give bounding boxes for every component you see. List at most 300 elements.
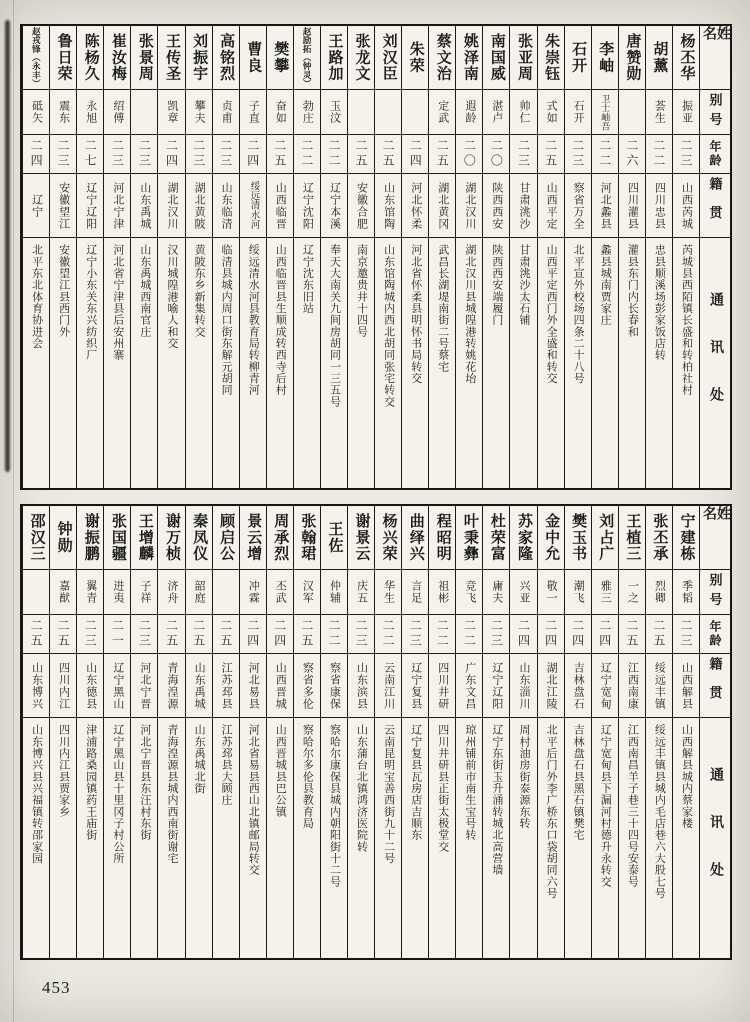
person-age: 二四 (240, 135, 266, 174)
header-age: 年龄 (700, 615, 730, 654)
person-byname: 济舟 (158, 570, 184, 615)
person-address: 周村油房街泰源东转 (518, 724, 530, 829)
person-column (645, 506, 672, 958)
page-fold-line (13, 0, 14, 1022)
header-byname: 别号 (700, 570, 730, 615)
person-column (428, 506, 455, 958)
person-origin: 绥远清水河 (240, 174, 266, 238)
person-name: 顾启公 (213, 506, 239, 570)
person-address: 辽宁沈东旧站 (301, 244, 314, 314)
person-address: 江苏邳县大顾庄 (220, 724, 233, 806)
person-name: 刘占广 (592, 506, 618, 570)
person-age: 二二 (456, 615, 482, 654)
person-age: 二五 (538, 135, 564, 174)
person-age: 二三 (131, 615, 157, 654)
person-name: 王增麟 (131, 506, 157, 570)
person-origin: 山东馆陶 (375, 174, 401, 238)
person-address: 山东禹城北街 (193, 724, 206, 794)
person-column (266, 506, 293, 958)
person-byname: 季韬 (673, 570, 699, 615)
person-column (185, 26, 212, 488)
person-address: 辽宁黑山县十里冈子村公所 (111, 724, 124, 864)
person-age: 二三 (104, 135, 130, 174)
person-name: 张龙文 (348, 26, 374, 90)
person-age: 二五 (267, 135, 293, 174)
person-byname: 祖彬 (429, 570, 455, 615)
person-byname: 敬一 (538, 570, 564, 615)
person-age: 二四 (402, 135, 428, 174)
header-name: 姓名 (700, 506, 730, 570)
person-age: 二四 (592, 615, 618, 654)
person-name: 钟勋 (50, 506, 76, 570)
person-age: 二四 (538, 615, 564, 654)
person-byname: 仲辅 (321, 570, 347, 615)
person-age: 二二 (646, 135, 672, 174)
person-byname: 竞飞 (456, 570, 482, 615)
person-origin: 山西临晋 (267, 174, 293, 238)
person-byname (402, 90, 428, 135)
person-origin: 江西南康 (619, 654, 645, 718)
person-origin: 察省万全 (565, 174, 591, 238)
person-age: 二三 (673, 135, 699, 174)
person-address: 山东博兴县兴福镇转邵家园 (30, 724, 43, 864)
person-byname: 绍傅 (104, 90, 130, 135)
person-byname: 汉军 (294, 570, 320, 615)
person-name: 曲绎兴 (402, 506, 428, 570)
person-name: 唐赞勋 (619, 26, 645, 90)
person-address: 忠县顺溪场彭家饭店转 (653, 244, 666, 361)
person-origin: 河北怀柔 (402, 174, 428, 238)
person-column (455, 26, 482, 488)
person-origin: 山东德县 (77, 654, 103, 718)
person-name: 谢振鹏 (77, 506, 103, 570)
person-age: 二三 (673, 615, 699, 654)
person-column (22, 506, 49, 958)
person-address: 南京邀贵井十四号 (355, 244, 368, 338)
person-name: 樊攀 (267, 26, 293, 90)
person-age: 二五 (50, 615, 76, 654)
person-age: 二三 (402, 615, 428, 654)
person-address: 山东馆陶城内西北胡同张宅转交 (382, 244, 395, 408)
person-address: 河北省易县西山北镇邮局转交 (247, 724, 260, 876)
person-age: 二三 (50, 135, 76, 174)
person-origin: 山西解县 (673, 654, 699, 718)
person-address: 辽宁东街玉升涌转城北高营墙 (490, 724, 503, 876)
person-origin: 山东禹城 (131, 174, 157, 238)
person-name: 张丕承 (646, 506, 672, 570)
person-column (564, 26, 591, 488)
person-column (212, 26, 239, 488)
person-age: 二四 (240, 615, 266, 654)
person-column (455, 506, 482, 958)
person-address: 蠡县城南贾家庄 (599, 244, 612, 326)
person-column (76, 26, 103, 488)
person-age: 二四 (158, 135, 184, 174)
person-column (509, 26, 536, 488)
person-address: 奉天大南关九间房胡同一三五号 (328, 244, 341, 408)
person-age: 二五 (429, 135, 455, 174)
person-name: 邵汉三 (23, 506, 49, 570)
directory-table-top (20, 24, 732, 490)
header-name: 姓名 (700, 26, 730, 90)
person-age: 二四 (510, 615, 536, 654)
person-address: 绥远丰镇县城内毛店巷六大股七号 (653, 724, 666, 899)
person-name: 赵励拓（钟灵） (294, 26, 320, 90)
header-age: 年龄 (700, 135, 730, 174)
person-origin: 河北易县 (240, 654, 266, 718)
person-name: 周承烈 (267, 506, 293, 570)
header-address: 通讯处 (708, 291, 723, 435)
person-origin: 四川灌县 (619, 174, 645, 238)
person-address: 北平东北体育协进会 (30, 244, 43, 349)
person-name: 胡薰 (646, 26, 672, 90)
person-age: 二二 (321, 615, 347, 654)
person-origin: 湖北江陵 (538, 654, 564, 718)
person-name: 杜荣富 (483, 506, 509, 570)
person-address: 甘肃洮沙太石铺 (518, 244, 530, 326)
person-origin: 四川忠县 (646, 174, 672, 238)
person-address: 汉川城隍港喻人和交 (165, 244, 178, 349)
person-origin: 山东博兴 (23, 654, 49, 718)
header-origin: 籍贯 (700, 174, 730, 238)
person-age: 二二 (375, 615, 401, 654)
header-address: 通讯处 (708, 766, 723, 910)
person-origin: 云南江川 (375, 654, 401, 718)
person-address: 琼州铺前市南生宝号转 (463, 724, 476, 841)
person-column (537, 26, 564, 488)
person-origin: 四川内江 (50, 654, 76, 718)
person-name: 张国疆 (104, 506, 130, 570)
person-column (266, 26, 293, 488)
person-age: 二三 (483, 615, 509, 654)
person-origin: 山西晋城 (267, 654, 293, 718)
person-byname: 庆五 (348, 570, 374, 615)
person-column (157, 26, 184, 488)
person-age: 二二 (592, 135, 618, 174)
directory-table-bottom (20, 504, 732, 960)
person-byname: 烈卿 (646, 570, 672, 615)
person-byname: 冲霖 (240, 570, 266, 615)
person-byname: 湛卢 (483, 90, 509, 135)
person-address: 陕西西安端履门 (490, 244, 503, 326)
person-column (49, 506, 76, 958)
page-number: 453 (42, 978, 71, 997)
person-name: 南国威 (483, 26, 509, 90)
person-name: 蔡文治 (429, 26, 455, 90)
person-name: 谢万桢 (158, 506, 184, 570)
person-name: 姚泽南 (456, 26, 482, 90)
person-origin: 青海湟源 (158, 654, 184, 718)
person-column (49, 26, 76, 488)
person-name: 王佐 (321, 506, 347, 570)
person-column (22, 26, 49, 488)
person-address: 安徽望江县西门外 (57, 244, 70, 338)
book-gutter-shadow (5, 20, 10, 472)
person-origin: 辽宁辽阳 (77, 174, 103, 238)
person-address: 山东蒲台北镇鸿济医院转 (355, 724, 368, 853)
person-age: 二〇 (483, 135, 509, 174)
person-column (618, 26, 645, 488)
person-address: 山西平定西门外全盛和转交 (545, 244, 558, 384)
person-age: 二〇 (456, 135, 482, 174)
person-name: 鲁日荣 (50, 26, 76, 90)
person-column (482, 506, 509, 958)
person-byname: 卫士岫吾 (592, 90, 618, 135)
person-column (537, 506, 564, 958)
person-column (509, 506, 536, 958)
person-age: 二三 (348, 615, 374, 654)
person-age: 二五 (619, 615, 645, 654)
person-column (212, 506, 239, 958)
person-column (645, 26, 672, 488)
person-origin: 绥远丰镇 (646, 654, 672, 718)
person-name: 朱荣 (402, 26, 428, 90)
person-byname: 翼青 (77, 570, 103, 615)
person-age: 二六 (619, 135, 645, 174)
person-byname (23, 570, 49, 615)
person-name: 叶秉彝 (456, 506, 482, 570)
row-header-column (699, 506, 730, 958)
person-byname: 奋如 (267, 90, 293, 135)
person-address: 山西晋城县巴公镇 (274, 724, 287, 818)
person-name: 金中允 (538, 506, 564, 570)
person-origin: 湖北汉川 (456, 174, 482, 238)
person-address: 湖北汉川县城隍港转姚花坮 (463, 244, 476, 384)
person-address: 山西解县城内蔡家楼 (680, 724, 693, 829)
person-name: 李岫 (592, 26, 618, 90)
person-column (239, 26, 266, 488)
person-age: 二三 (213, 135, 239, 174)
person-byname: 华生 (375, 570, 401, 615)
person-origin: 山东临清 (213, 174, 239, 238)
person-name: 王传圣 (158, 26, 184, 90)
person-name: 宁建栋 (673, 506, 699, 570)
person-name: 高铭烈 (213, 26, 239, 90)
person-column (618, 506, 645, 958)
person-column (185, 506, 212, 958)
person-byname (348, 90, 374, 135)
person-name: 樊玉书 (565, 506, 591, 570)
person-name: 刘振宇 (186, 26, 212, 90)
person-address: 青海湟源县城内西南街谢宅 (165, 724, 178, 864)
person-address: 北平后门外李广桥东口袋胡同六号 (545, 724, 558, 899)
person-name: 崔汝梅 (104, 26, 130, 90)
person-byname: 韶庭 (186, 570, 212, 615)
person-address: 江西南昌羊子巷三十四号安泰号 (626, 724, 639, 888)
person-address: 临清县城内周口街东解元胡同 (220, 244, 233, 396)
person-address: 武昌长湖堤南街二号蔡宅 (436, 244, 449, 373)
person-name: 谢景云 (348, 506, 374, 570)
person-address: 河北省宁津县后安州寨 (111, 244, 124, 361)
person-origin: 广东文昌 (456, 654, 482, 718)
person-column (76, 506, 103, 958)
person-byname: 砥矢 (23, 90, 49, 135)
person-address: 吉林盘石县黑石镇樊宅 (572, 724, 585, 841)
person-byname: 进夷 (104, 570, 130, 615)
person-name: 张景周 (131, 26, 157, 90)
person-byname: 遐龄 (456, 90, 482, 135)
person-age: 二一 (104, 615, 130, 654)
person-column (130, 26, 157, 488)
person-origin: 辽宁复县 (402, 654, 428, 718)
person-byname (375, 90, 401, 135)
person-address: 四川内江县贾家乡 (57, 724, 70, 818)
person-name: 杨丕华 (673, 26, 699, 90)
person-column (591, 26, 618, 488)
person-address: 山东禹城西南官庄 (138, 244, 151, 338)
person-origin: 山东淄川 (510, 654, 536, 718)
person-column (672, 26, 699, 488)
person-origin: 辽宁宽甸 (592, 654, 618, 718)
person-origin: 辽宁沈阳 (294, 174, 320, 238)
person-age: 二三 (131, 135, 157, 174)
person-name: 张翰珺 (294, 506, 320, 570)
person-name: 赵戎锋（永丰） (23, 26, 49, 90)
person-address: 云南昆明宝善西街九十二号 (382, 724, 395, 864)
person-column (239, 506, 266, 958)
person-byname: 一之 (619, 570, 645, 615)
person-column (103, 506, 130, 958)
person-origin: 辽宁辽阳 (483, 654, 509, 718)
person-origin: 安徽合肥 (348, 174, 374, 238)
person-address: 黄陂东乡新集转交 (193, 244, 206, 338)
person-age: 二三 (510, 135, 536, 174)
person-address: 灌县东门内长春和 (626, 244, 639, 338)
person-name: 刘汉臣 (375, 26, 401, 90)
person-origin: 河北蠡县 (592, 174, 618, 238)
person-address: 察哈尔康保县城内朝阳街十二号 (328, 724, 341, 888)
person-origin: 察省多伦 (294, 654, 320, 718)
person-address: 山西临晋县生顺成转西寺后村 (274, 244, 287, 396)
row-header-column (699, 26, 730, 488)
person-origin: 山东滨县 (348, 654, 374, 718)
person-byname: 永旭 (77, 90, 103, 135)
person-origin: 察省康保 (321, 654, 347, 718)
person-column (374, 26, 401, 488)
person-byname (619, 90, 645, 135)
person-byname: 帅仁 (510, 90, 536, 135)
person-byname: 定武 (429, 90, 455, 135)
person-byname: 勃庄 (294, 90, 320, 135)
person-byname: 丕武 (267, 570, 293, 615)
person-address: 辽宁复县瓦房店吉顺东 (409, 724, 422, 841)
person-age: 二二 (321, 135, 347, 174)
person-byname: 言足 (402, 570, 428, 615)
person-origin: 辽宁黑山 (104, 654, 130, 718)
person-byname (213, 570, 239, 615)
person-origin: 山西芮城 (673, 174, 699, 238)
person-age: 二五 (23, 615, 49, 654)
person-byname: 震东 (50, 90, 76, 135)
person-column (564, 506, 591, 958)
person-origin: 辽宁 (23, 174, 49, 238)
person-age: 二二 (429, 615, 455, 654)
person-address: 河北宁晋县东汪村东街 (138, 724, 151, 841)
person-address: 北平宣外校场四条二十八号 (572, 244, 585, 384)
person-name: 陈杨久 (77, 26, 103, 90)
person-column (320, 506, 347, 958)
person-age: 二四 (23, 135, 49, 174)
person-byname: 石开 (565, 90, 591, 135)
person-byname: 潮飞 (565, 570, 591, 615)
person-age: 二五 (348, 135, 374, 174)
header-origin: 籍贯 (700, 654, 730, 718)
person-name: 景云增 (240, 506, 266, 570)
person-origin: 甘肃洮沙 (510, 174, 536, 238)
person-column (374, 506, 401, 958)
person-column (293, 26, 320, 488)
person-origin: 河北宁晋 (131, 654, 157, 718)
person-age: 二五 (294, 615, 320, 654)
person-column (428, 26, 455, 488)
person-byname: 子直 (240, 90, 266, 135)
person-column (103, 26, 130, 488)
person-column (157, 506, 184, 958)
person-origin: 河北宁津 (104, 174, 130, 238)
person-byname: 贞甫 (213, 90, 239, 135)
person-age: 二二 (294, 135, 320, 174)
person-address: 津浦路桑园镇药王庙街 (84, 724, 97, 841)
person-name: 曹良 (240, 26, 266, 90)
person-address: 辽宁宽甸县下漏河村德升永转交 (599, 724, 612, 888)
person-name: 朱崇钰 (538, 26, 564, 90)
person-column (672, 506, 699, 958)
person-byname: 玉汶 (321, 90, 347, 135)
person-origin: 江苏邳县 (213, 654, 239, 718)
person-column (347, 506, 374, 958)
person-column (347, 26, 374, 488)
person-address: 察哈尔多伦县教育局 (301, 724, 314, 829)
person-column (482, 26, 509, 488)
person-origin: 湖北黄冈 (429, 174, 455, 238)
person-byname: 嘉猷 (50, 570, 76, 615)
person-name: 王植三 (619, 506, 645, 570)
person-address: 辽宁小东关东兴纺织厂 (84, 244, 97, 361)
person-byname: 荟生 (646, 90, 672, 135)
person-address: 芮城县西陌镇长盛和转柏社村 (680, 244, 693, 396)
person-age: 二五 (186, 615, 212, 654)
person-name: 杨兴荣 (375, 506, 401, 570)
person-address: 绥远清水河县教育局转柳青河 (247, 244, 260, 396)
person-age: 二四 (565, 615, 591, 654)
person-byname: 兴亚 (510, 570, 536, 615)
person-age: 二五 (375, 135, 401, 174)
person-column (130, 506, 157, 958)
person-age: 二五 (646, 615, 672, 654)
person-name: 苏家隆 (510, 506, 536, 570)
person-column (401, 506, 428, 958)
person-byname (131, 90, 157, 135)
person-age: 二五 (213, 615, 239, 654)
person-column (320, 26, 347, 488)
person-origin: 四川井研 (429, 654, 455, 718)
person-origin: 陕西西安 (483, 174, 509, 238)
person-name: 王路加 (321, 26, 347, 90)
person-origin: 山东禹城 (186, 654, 212, 718)
person-age: 二三 (77, 615, 103, 654)
person-age: 二三 (565, 135, 591, 174)
person-byname: 子祥 (131, 570, 157, 615)
header-byname: 别号 (700, 90, 730, 135)
person-origin: 湖北黄陂 (186, 174, 212, 238)
person-origin: 安徽望江 (50, 174, 76, 238)
person-age: 二三 (186, 135, 212, 174)
person-age: 二四 (267, 615, 293, 654)
person-origin: 湖北汉川 (158, 174, 184, 238)
person-column (293, 506, 320, 958)
person-byname: 振亚 (673, 90, 699, 135)
person-origin: 吉林盘石 (565, 654, 591, 718)
